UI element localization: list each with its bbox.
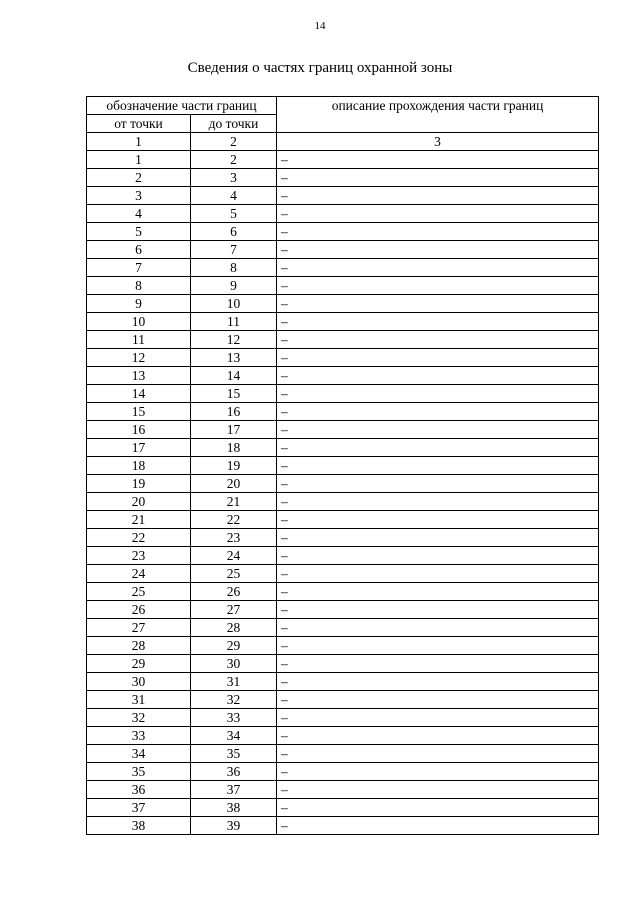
from-point-cell: 21 [87,511,191,529]
table-row [87,781,599,799]
from-point-cell: 22 [87,529,191,547]
table-row [87,403,599,421]
to-point-cell: 18 [191,439,277,457]
from-point-cell: 9 [87,295,191,313]
from-point-cell: 24 [87,565,191,583]
table-row [87,241,599,259]
from-point-cell: 37 [87,799,191,817]
table-row [87,367,599,385]
table-row [87,655,599,673]
description-cell: – [277,727,599,745]
from-point-cell: 14 [87,385,191,403]
table-row [87,565,599,583]
header-to-point: до точки [191,115,277,133]
from-point-cell: 33 [87,727,191,745]
page-number: 14 [314,20,326,32]
from-point-cell: 5 [87,223,191,241]
description-cell: – [277,421,599,439]
description-cell: – [277,205,599,223]
description-cell: – [277,601,599,619]
from-point-cell: 17 [87,439,191,457]
table-row [87,709,599,727]
document-title: Сведения о частях границ охранной зоны [187,60,453,76]
column-number: 3 [277,133,599,151]
from-point-cell: 4 [87,205,191,223]
table-row [87,439,599,457]
to-point-cell: 17 [191,421,277,439]
table-row [87,691,599,709]
to-point-cell: 15 [191,385,277,403]
from-point-cell: 30 [87,673,191,691]
to-point-cell: 3 [191,169,277,187]
table-row [87,673,599,691]
description-cell: – [277,349,599,367]
to-point-cell: 6 [191,223,277,241]
from-point-cell: 16 [87,421,191,439]
table-row [87,295,599,313]
from-point-cell: 31 [87,691,191,709]
description-cell: – [277,457,599,475]
description-cell: – [277,781,599,799]
to-point-cell: 20 [191,475,277,493]
to-point-cell: 28 [191,619,277,637]
table-row [87,313,599,331]
to-point-cell: 9 [191,277,277,295]
table-row [87,799,599,817]
description-cell: – [277,583,599,601]
from-point-cell: 18 [87,457,191,475]
table-row [87,475,599,493]
description-cell: – [277,385,599,403]
to-point-cell: 13 [191,349,277,367]
from-point-cell: 19 [87,475,191,493]
description-cell: – [277,169,599,187]
from-point-cell: 10 [87,313,191,331]
table-row [87,169,599,187]
description-cell: – [277,403,599,421]
description-cell: – [277,295,599,313]
description-cell: – [277,493,599,511]
to-point-cell: 26 [191,583,277,601]
from-point-cell: 36 [87,781,191,799]
to-point-cell: 5 [191,205,277,223]
from-point-cell: 27 [87,619,191,637]
to-point-cell: 31 [191,673,277,691]
table-body [87,151,599,835]
column-numbers-row [87,133,599,151]
description-cell: – [277,313,599,331]
from-point-cell: 8 [87,277,191,295]
table-row [87,349,599,367]
header-from-point: от точки [87,115,191,133]
table-row [87,583,599,601]
from-point-cell: 20 [87,493,191,511]
from-point-cell: 25 [87,583,191,601]
description-cell: – [277,259,599,277]
description-cell: – [277,673,599,691]
to-point-cell: 11 [191,313,277,331]
table-row [87,637,599,655]
to-point-cell: 25 [191,565,277,583]
table-row [87,817,599,835]
to-point-cell: 32 [191,691,277,709]
table-row [87,421,599,439]
description-cell: – [277,151,599,169]
table-row [87,529,599,547]
to-point-cell: 14 [191,367,277,385]
to-point-cell: 4 [191,187,277,205]
table-row [87,763,599,781]
from-point-cell: 28 [87,637,191,655]
table-row [87,277,599,295]
table-row [87,223,599,241]
to-point-cell: 33 [191,709,277,727]
from-point-cell: 23 [87,547,191,565]
from-point-cell: 35 [87,763,191,781]
from-point-cell: 6 [87,241,191,259]
from-point-cell: 12 [87,349,191,367]
from-point-cell: 26 [87,601,191,619]
table-header [87,97,599,151]
table-row [87,457,599,475]
to-point-cell: 16 [191,403,277,421]
table-row [87,745,599,763]
from-point-cell: 1 [87,151,191,169]
from-point-cell: 32 [87,709,191,727]
description-cell: – [277,331,599,349]
to-point-cell: 35 [191,745,277,763]
to-point-cell: 39 [191,817,277,835]
table-row [87,385,599,403]
from-point-cell: 2 [87,169,191,187]
table-row [87,547,599,565]
to-point-cell: 23 [191,529,277,547]
table-row [87,601,599,619]
table-row [87,205,599,223]
description-cell: – [277,241,599,259]
table-row [87,259,599,277]
table-row [87,511,599,529]
description-cell: – [277,817,599,835]
description-cell: – [277,223,599,241]
from-point-cell: 7 [87,259,191,277]
description-cell: – [277,511,599,529]
header-description: описание прохождения части границ [277,97,599,133]
to-point-cell: 7 [191,241,277,259]
from-point-cell: 29 [87,655,191,673]
from-point-cell: 11 [87,331,191,349]
from-point-cell: 13 [87,367,191,385]
description-cell: – [277,709,599,727]
description-cell: – [277,277,599,295]
description-cell: – [277,799,599,817]
to-point-cell: 27 [191,601,277,619]
header-boundary-designation: обозначение части границ [87,97,277,115]
to-point-cell: 38 [191,799,277,817]
description-cell: – [277,763,599,781]
table-row [87,727,599,745]
from-point-cell: 34 [87,745,191,763]
to-point-cell: 12 [191,331,277,349]
column-number: 1 [87,133,191,151]
table-row [87,187,599,205]
description-cell: – [277,529,599,547]
description-cell: – [277,475,599,493]
description-cell: – [277,691,599,709]
description-cell: – [277,637,599,655]
description-cell: – [277,745,599,763]
to-point-cell: 29 [191,637,277,655]
from-point-cell: 3 [87,187,191,205]
to-point-cell: 10 [191,295,277,313]
to-point-cell: 8 [191,259,277,277]
table-row [87,331,599,349]
description-cell: – [277,619,599,637]
to-point-cell: 22 [191,511,277,529]
boundary-table [86,96,599,835]
to-point-cell: 19 [191,457,277,475]
to-point-cell: 2 [191,151,277,169]
table-row [87,151,599,169]
description-cell: – [277,655,599,673]
description-cell: – [277,565,599,583]
to-point-cell: 36 [191,763,277,781]
description-cell: – [277,439,599,457]
to-point-cell: 30 [191,655,277,673]
description-cell: – [277,367,599,385]
table-row [87,619,599,637]
to-point-cell: 37 [191,781,277,799]
table-row [87,493,599,511]
from-point-cell: 15 [87,403,191,421]
to-point-cell: 34 [191,727,277,745]
to-point-cell: 24 [191,547,277,565]
description-cell: – [277,187,599,205]
description-cell: – [277,547,599,565]
column-number: 2 [191,133,277,151]
from-point-cell: 38 [87,817,191,835]
to-point-cell: 21 [191,493,277,511]
